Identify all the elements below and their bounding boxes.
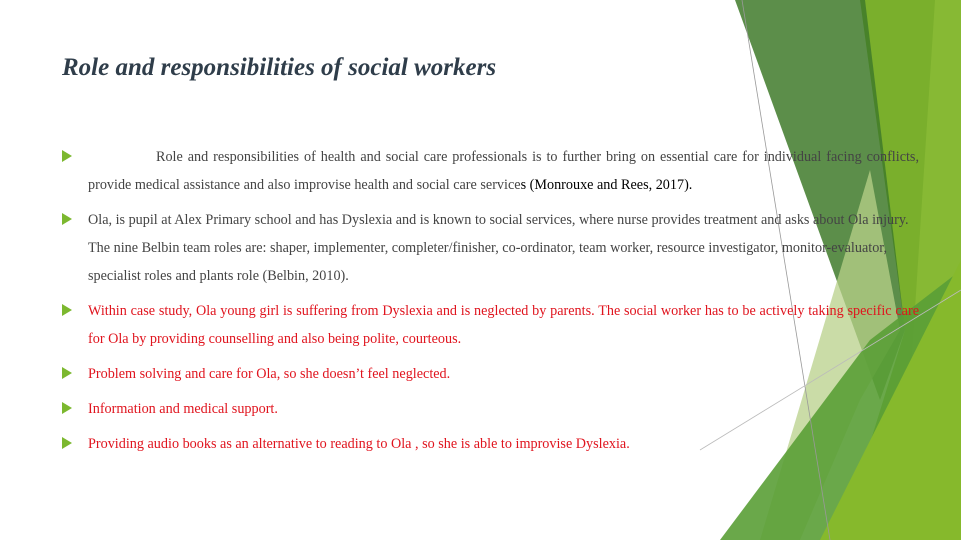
bullet-item [62,360,919,388]
bullet-item [62,206,919,290]
citation: s (Monrouxe and Rees, 2017). [520,177,693,193]
bullet-text: Information and medical support. [88,401,278,417]
bullet-text: Problem solving and care for Ola, so she doesn’t feel neglected. [88,366,451,382]
bullet-text: Providing audio books as an alternative to reading to Ola , so she is able to improvise Dyslexia. [88,436,630,452]
bullet-arrow-icon [62,402,72,414]
bullet-arrow-icon [62,437,72,449]
bullet-text: Within case study, Ola young girl is suffering from Dyslexia and is neglected by parents. The social worker has to be actively taking specific care for Ola by providing counselling and also being polite, courteous. [88,303,919,347]
bullet-list [62,143,919,465]
bullet-arrow-icon [62,213,72,225]
bullet-arrow-icon [62,304,72,316]
bullet-item [62,395,919,423]
bullet-arrow-icon [62,150,72,162]
slide-title: Role and responsibilities of social workers [62,54,497,81]
bullet-text: Ola, is pupil at Alex Primary school and has Dyslexia and is known to social services, where nurse provides treatment and asks about Ola injury. The nine Belbin team roles are: shaper, implementer, completer/finisher, co-ordinator, team worker, resource investigator, monitor-evaluator, specialist roles and plants role (Belbin, 2010). [88,212,909,284]
bullet-item [62,143,919,199]
bullet-item [62,430,919,458]
bullet-arrow-icon [62,367,72,379]
bullet-text: Role and responsibilities of health and social care professionals is to further bring on essential care for individual facing conflicts, provide medical assistance and also improvise health and social care service [88,149,919,193]
bullet-item [62,297,919,353]
